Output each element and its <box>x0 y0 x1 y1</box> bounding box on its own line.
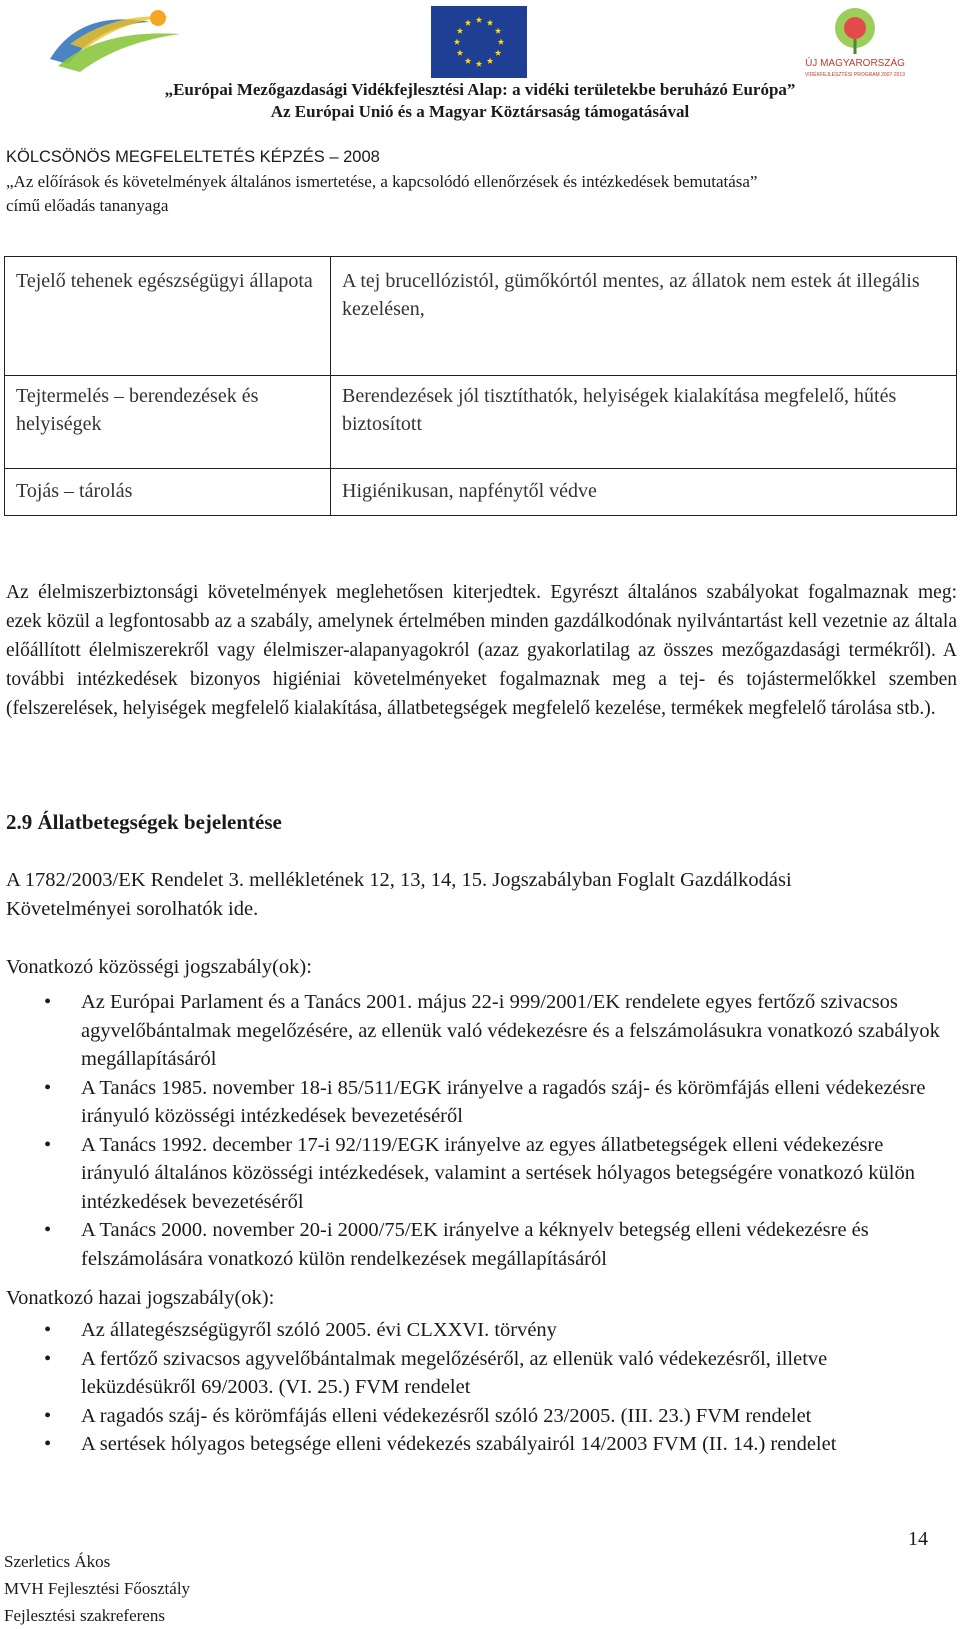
right-logo-subtext: VIDÉKFEJLESZTÉSI PROGRAM 2007-2013 <box>804 72 906 78</box>
table-cell-requirement: Tejtermelés – berendezések és helyiségek <box>5 376 331 469</box>
header-support-line: Az Európai Unió és a Magyar Köztársaság támogatásával <box>270 102 690 121</box>
list-item <box>0 1216 940 1273</box>
list-item-text: A sertések hólyagos betegsége elleni védekezés szabályairól 14/2003 FVM (II. 14.) rendelet <box>81 1433 837 1455</box>
list-item <box>0 1430 940 1459</box>
list-item <box>0 1131 940 1217</box>
list-item-text: A ragadós száj- és körömfájás elleni védekezésről szóló 23/2005. (III. 23.) FVM rendelet <box>81 1404 812 1427</box>
author-name: Szerletics Ákos <box>4 1552 111 1571</box>
hu-regulations-heading: Vonatkozó hazai jogszabály(ok): <box>6 1287 275 1309</box>
hu-regulations-list <box>0 1316 940 1459</box>
bullet-icon: • <box>44 1347 52 1370</box>
list-item-text: Az állategészségügyről szóló 2005. évi CLXXVI. törvény <box>81 1319 557 1341</box>
list-item <box>0 1402 940 1431</box>
document-title: KÖLCSÖNÖS MEGFELELTETÉS KÉPZÉS – 2008 <box>6 148 380 166</box>
table-cell-requirement: Tojás – tárolás <box>5 469 331 516</box>
list-item-text: Az Európai Parlament és a Tanács 2001. május 22-i 999/2001/EK rendelete egyes fertőző szivacsos agyvelőbántalmak megelőzésére, az ellenük való védekezésre és a felszámolásukra vonatkozó szabályok megállapításáról <box>81 991 940 1070</box>
list-item <box>0 988 940 1074</box>
food-safety-paragraph: Az élelmiszerbiztonsági követelmények meglehetősen kiterjedtek. Egyrészt általános szabályokat fogalmaznak meg: ezek közül a legfontosabb az a szabály, amelynek értelmében minden gazdálkodónak nyilvántartást kell vezetnie az általa előállított élelmiszerekről vagy élelmiszer-alapanyagokról (azaz gyakorlatilag az összes mezőgazdasági termékről). A további intézkedések bizonyos higiéniai követelményeket fogalmaznak meg a tej- és tojástermelőkkel szemben (felszerelések, helyiségek megfelelő kialakítása, állatbetegségek megfelelő kezelése, termékek megfelelő tárolása stb.). <box>6 582 957 719</box>
lecture-subtitle: című előadás tananyaga <box>6 196 169 215</box>
bullet-icon: • <box>44 1319 52 1341</box>
list-item-text: A fertőző szivacsos agyvelőbántalmak megelőzéséről, az ellenük való védekezésről, illetve leküzdésükről 69/2003. (VI. 25.) FVM rendelet <box>81 1347 828 1398</box>
lecture-title: „Az előírások és követelmények általános ismertetése, a kapcsolódó ellenőrzések és intézkedések bemutatása” <box>6 172 758 191</box>
header-fund-line: „Európai Mezőgazdasági Vidékfejlesztési Alap: a vidéki területekbe beruházó Európa” <box>164 80 796 99</box>
list-item-text: A Tanács 1985. november 18-i 85/511/EGK irányelve a ragadós száj- és körömfájás elleni védekezésre irányuló közösségi intézkedések bevezetéséről <box>81 1076 926 1127</box>
eu-regulations-list <box>0 988 940 1273</box>
table-cell-description: A tej brucellózistól, gümőkórtól mentes, az állatok nem estek át illegális kezelésen, <box>331 257 957 376</box>
uj-magyarorszag-logo <box>800 4 910 80</box>
footer <box>4 1548 190 1629</box>
eu-regulations-heading: Vonatkozó közösségi jogszabály(ok): <box>6 956 312 978</box>
list-item <box>0 1345 940 1402</box>
table-cell-requirement: Tejelő tehenek egészségügyi állapota <box>5 257 331 376</box>
bullet-icon: • <box>44 1433 52 1455</box>
list-item <box>0 1316 940 1345</box>
author-department: MVH Fejlesztési Főosztály <box>4 1579 191 1598</box>
author-role: Fejlesztési szakreferens <box>4 1606 165 1625</box>
right-logo-text: ÚJ MAGYARORSZÁG <box>805 58 905 69</box>
section-heading: 2.9 Állatbetegségek bejelentése <box>6 810 282 834</box>
bullet-icon: • <box>44 1076 52 1099</box>
table-row <box>5 469 957 516</box>
bullet-icon: • <box>44 991 52 1013</box>
requirements-table <box>4 256 957 516</box>
table-row <box>5 257 957 376</box>
table-cell-description: Higiénikusan, napfénytől védve <box>331 469 957 516</box>
eu-flag-logo <box>431 6 527 78</box>
bullet-icon: • <box>44 1404 52 1427</box>
page-number: 14 <box>908 1528 928 1550</box>
regulation-paragraph: A 1782/2003/EK Rendelet 3. mellékletének 12, 13, 14, 15. Jogszabályban Foglalt Gazdálkodási Követelményei sorolhatók ide. <box>6 869 792 920</box>
table-cell-description: Berendezések jól tisztíthatók, helyiségek kialakítása megfelelő, hűtés biztosított <box>331 376 957 469</box>
list-item-text: A Tanács 1992. december 17-i 92/119/EGK irányelve az egyes állatbetegségek elleni védekezésre irányuló általános közösségi intézkedések, valamint a sertések hólyagos betegségére vonatkozó külön intézkedések bevezetéséről <box>81 1133 915 1213</box>
list-item <box>0 1074 940 1131</box>
program-logo <box>40 4 190 76</box>
bullet-icon: • <box>44 1133 52 1156</box>
bullet-icon: • <box>44 1219 52 1241</box>
table-row <box>5 376 957 469</box>
list-item-text: A Tanács 2000. november 20-i 2000/75/EK irányelve a kéknyelv betegség elleni védekezésre és felszámolására vonatkozó külön rendelkezések megállapításáról <box>81 1219 869 1270</box>
